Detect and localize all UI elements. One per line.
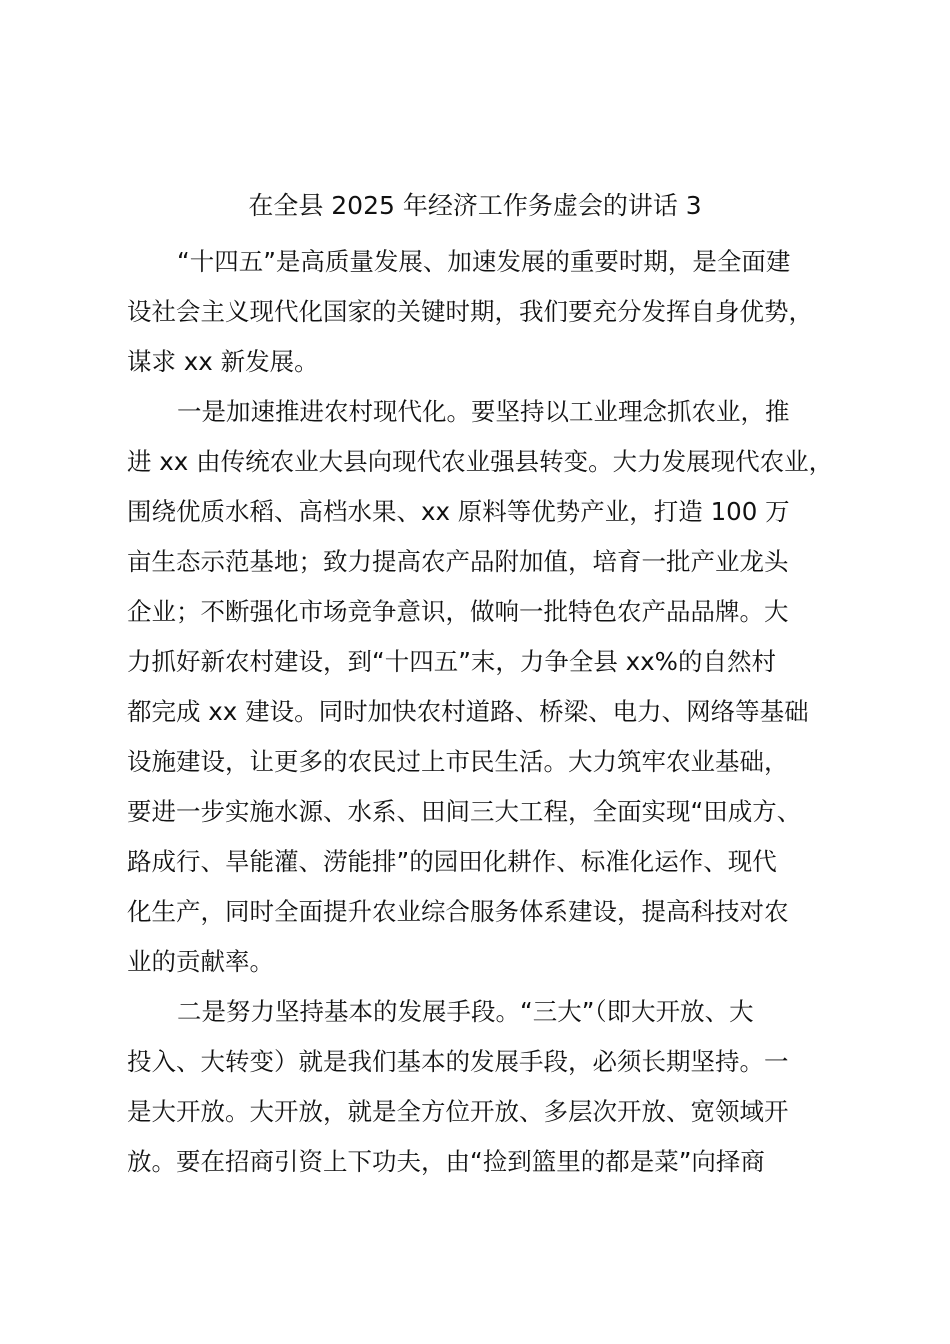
- text-line: 都完成 xx 建设。同时加快农村道路、桥梁、电力、网络等基础: [127, 697, 809, 726]
- text-line: 放。要在招商引资上下功夫，由“捡到篮里的都是菜”向择商: [127, 1147, 765, 1176]
- text-line: 化生产，同时全面提升农业综合服务体系建设，提高科技对农: [127, 897, 789, 926]
- text-line: 企业；不断强化市场竞争意识，做响一批特色农产品品牌。大: [127, 597, 789, 626]
- text-line: 业的贡献率。: [127, 947, 274, 976]
- text-line: 一是加速推进农村现代化。要坚持以工业理念抓农业，推: [177, 397, 790, 426]
- text-line: 谋求 xx 新发展。: [127, 347, 319, 376]
- paragraph-development-means: [127, 987, 837, 1187]
- text-line: 要进一步实施水源、水系、田间三大工程，全面实现“田成方、: [127, 797, 802, 826]
- text-line: 设施建设，让更多的农民过上市民生活。大力筑牢农业基础，: [127, 747, 789, 776]
- text-line: 路成行、旱能灌、涝能排”的园田化耕作、标准化运作、现代: [127, 847, 777, 876]
- document-body: [127, 237, 837, 1187]
- paragraph-rural-modernization: [127, 387, 837, 987]
- document-title: 在全县 2025 年经济工作务虚会的讲话 3: [248, 191, 702, 220]
- text-line: 二是努力坚持基本的发展手段。“三大”（即大开放、大: [177, 997, 754, 1026]
- text-line: “十四五”是高质量发展、加速发展的重要时期，是全面建: [177, 247, 791, 276]
- text-line: 设社会主义现代化国家的关键时期，我们要充分发挥自身优势，: [127, 297, 813, 326]
- text-line: 力抓好新农村建设，到“十四五”末，力争全县 xx%的自然村: [127, 647, 776, 676]
- paragraph-intro: [127, 237, 837, 387]
- text-line: 是大开放。大开放，就是全方位开放、多层次开放、宽领域开: [127, 1097, 789, 1126]
- text-line: 投入、大转变）就是我们基本的发展手段，必须长期坚持。一: [127, 1047, 789, 1076]
- text-line: 进 xx 由传统农业大县向现代农业强县转变。大力发展现代农业，: [127, 447, 834, 476]
- text-line: 围绕优质水稻、高档水果、xx 原料等优势产业，打造 100 万: [127, 497, 790, 526]
- text-line: 亩生态示范基地；致力提高农产品附加值，培育一批产业龙头: [127, 547, 789, 576]
